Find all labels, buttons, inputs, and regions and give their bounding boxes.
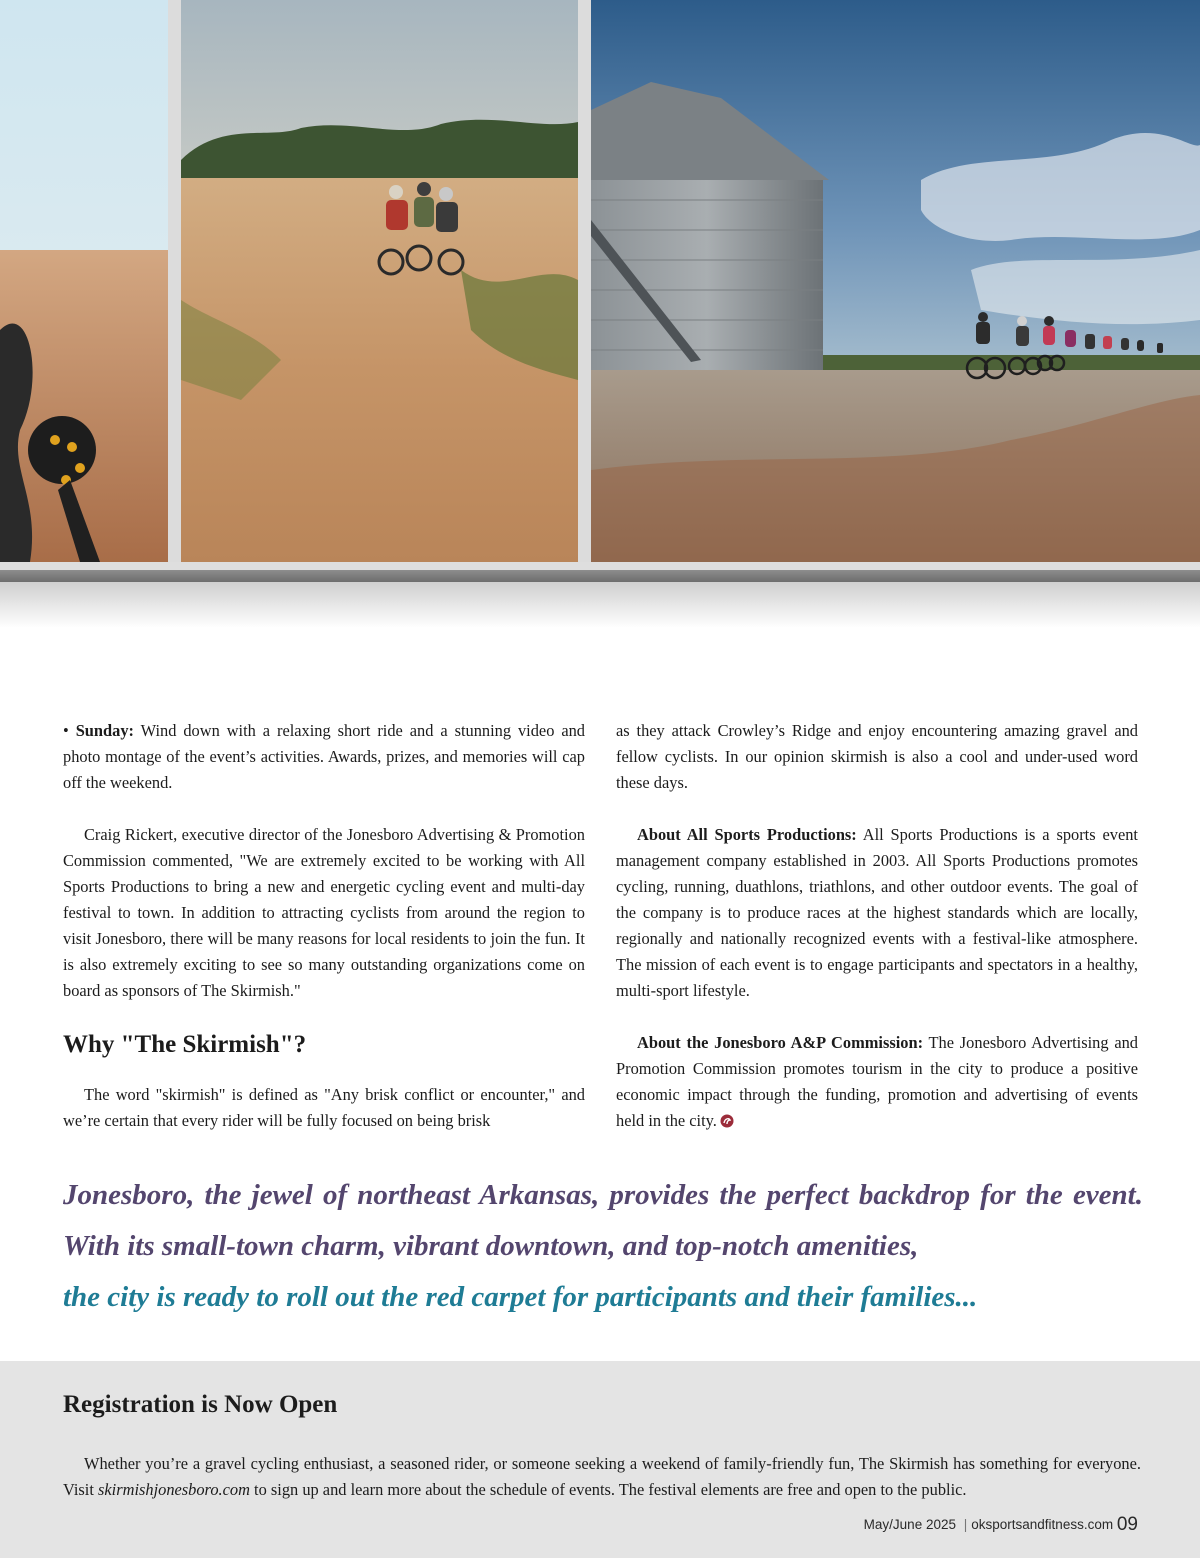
end-of-article-icon (720, 1114, 734, 1128)
about-asp-text: All Sports Productions is a sports event management company established in 2003. All Sports Productions promotes cycling, running, duathlons, triathlons, and other outdoor events. The goal of the company is to produce races at the highest standards which are locally, regionally and nationally recognized events with a festival-like atmosphere. The mission of each event is to engage participants and spectators in a healthy, multi-sport lifestyle. (616, 825, 1138, 1000)
craig-rickert-paragraph: Craig Rickert, executive director of the Jonesboro Advertising & Promotion Commission commented, "We are extremely excited to be working with All Sports Productions to bring a new and energetic cycling event and multi-day festival to town. In addition to attracting cyclists from around the region to visit Jonesboro, there will be many reasons for local residents to join the fun. It is also extremely exciting to see so many outstanding organizations come on board as sponsors of The Skirmish." (63, 825, 585, 1000)
registration-paragraph (63, 1451, 1141, 1503)
about-asp-paragraph (616, 822, 1138, 1004)
why-skirmish-heading: Why "The Skirmish"? (63, 1031, 307, 1058)
photo-strip-fade (0, 582, 1200, 628)
photo-cyclist-closeup (0, 0, 168, 562)
sunday-paragraph: • Sunday: Wind down with a relaxing short ride and a stunning video and photo montage of the event’s activities. Awards, prizes, and memories will cap off the weekend. (63, 721, 585, 792)
about-ap-paragraph (616, 1030, 1138, 1134)
about-ap-text: The Jonesboro Advertising and Promotion Commission promotes tourism in the city to produce a positive economic impact through the funding, promotion and advertising of events held in the city. (616, 1033, 1138, 1130)
about-asp-label: About All Sports Productions: (637, 825, 857, 844)
pull-quote (63, 1170, 1143, 1323)
why-skirmish-continued (616, 718, 1138, 796)
footer-site: oksportsandfitness.com (971, 1517, 1114, 1532)
pull-quote-part1: Jonesboro, the jewel of northeast Arkansas, provides the perfect backdrop for the event. With its small-town charm, vibrant downtown, and top-notch amenities, (63, 1179, 1143, 1262)
registration-heading: Registration is Now Open (63, 1391, 338, 1418)
photo-gap (578, 0, 591, 562)
article-column-left (63, 718, 585, 1134)
registration-link[interactable]: skirmishjonesboro.com (98, 1480, 250, 1499)
photo-strip-shadow-bar (0, 570, 1200, 582)
registration-text-before: Whether you’re a gravel cycling enthusiast, a seasoned rider, or someone seeking a weekend of family-friendly fun, The Skirmish has something for everyone. Visit (63, 1454, 1141, 1499)
footer-separator: | (963, 1517, 968, 1532)
photo-strip-border (0, 562, 1200, 570)
why-skirmish-continued-text: as they attack Crowley’s Ridge and enjoy encountering amazing gravel and fellow cyclists. In our opinion skirmish is also a cool and under-used word these days. (616, 721, 1138, 792)
about-ap-label: About the Jonesboro A&P Commission: (637, 1033, 924, 1052)
photo-riders-grain-silo (591, 0, 1200, 562)
registration-text-after: to sign up and learn more about the schedule of events. The festival elements are free and open to the public. (254, 1480, 967, 1499)
photo-gap (168, 0, 181, 562)
article-column-right (616, 718, 1138, 1160)
sunday-text: Wind down with a relaxing short ride and a stunning video and photo montage of the event’s activities. Awards, prizes, and memories will cap off the weekend. (63, 721, 585, 792)
footer-issue: May/June 2025 (863, 1517, 956, 1532)
pull-quote-part2: the city is ready to roll out the red carpet for participants and their families... (63, 1281, 978, 1313)
sunday-label: Sunday: (75, 721, 134, 740)
photo-riders-wheat-field (181, 0, 578, 562)
why-skirmish-paragraph: The word "skirmish" is defined as "Any brisk conflict or encounter," and we’re certain that every rider will be fully focused on being brisk (63, 1085, 585, 1130)
page-number: 09 (1116, 1514, 1138, 1535)
page-footer (864, 1514, 1138, 1536)
